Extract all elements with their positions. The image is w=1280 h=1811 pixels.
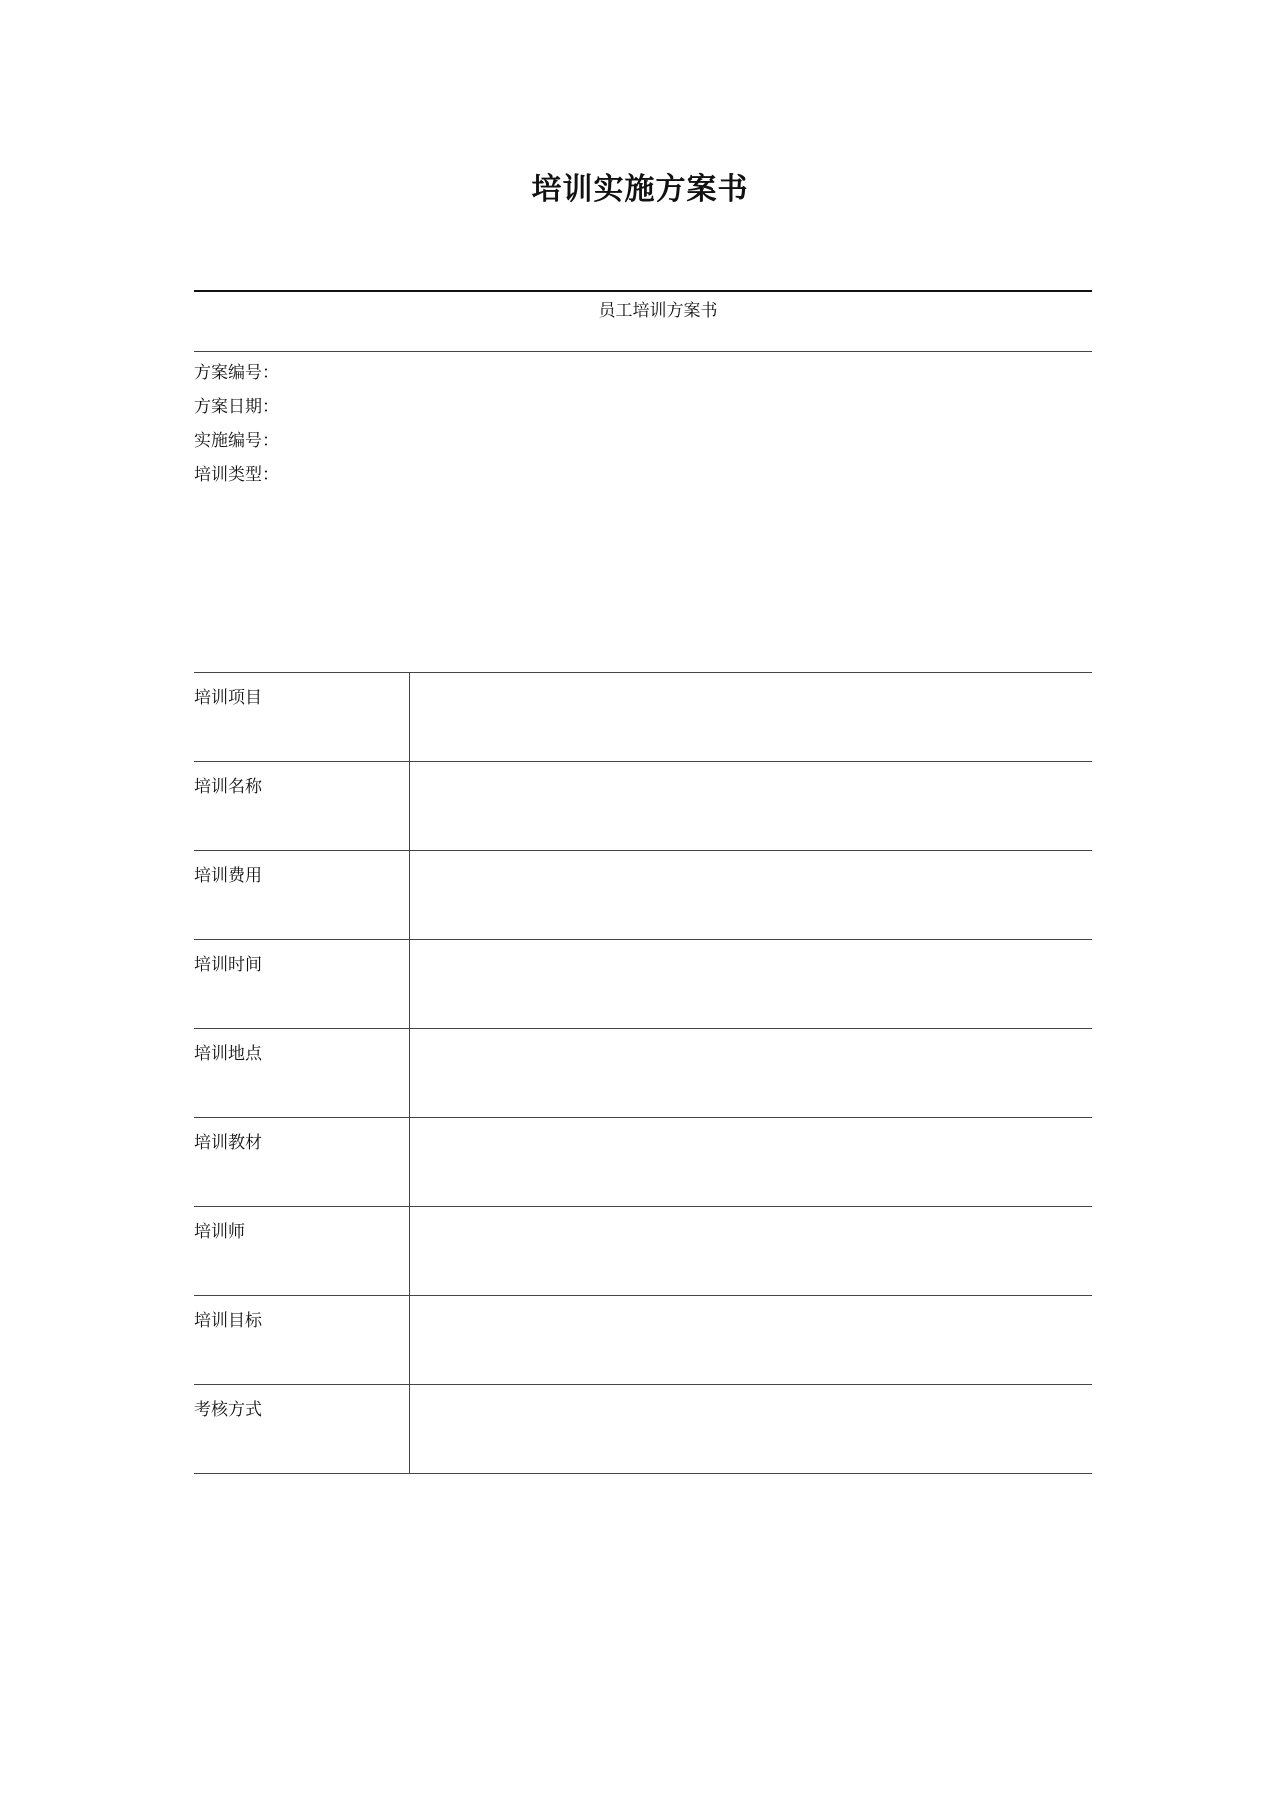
training-form-table (194, 672, 1092, 1474)
row-label-training-materials: 培训教材 (194, 1118, 409, 1207)
table-row (194, 673, 1092, 762)
row-label-training-project: 培训项目 (194, 673, 409, 762)
table-row (194, 940, 1092, 1029)
row-label-training-name: 培训名称 (194, 762, 409, 851)
table-row (194, 1118, 1092, 1207)
row-value-training-project[interactable] (409, 673, 1092, 762)
meta-field-plan-number: 方案编号： (194, 363, 279, 383)
document-subtitle: 员工培训方案书 (598, 301, 718, 321)
row-label-training-location: 培训地点 (194, 1029, 409, 1118)
row-value-training-time[interactable] (409, 940, 1092, 1029)
table-row (194, 1296, 1092, 1385)
row-value-training-goal[interactable] (409, 1296, 1092, 1385)
subtitle-band (194, 290, 1092, 352)
meta-field-implementation-number: 实施编号： (194, 431, 279, 451)
row-value-assessment-method[interactable] (409, 1385, 1092, 1474)
meta-field-plan-date: 方案日期： (194, 397, 279, 417)
row-value-training-materials[interactable] (409, 1118, 1092, 1207)
row-label-training-time: 培训时间 (194, 940, 409, 1029)
meta-field-list (194, 356, 279, 492)
row-label-trainer: 培训师 (194, 1207, 409, 1296)
row-value-training-location[interactable] (409, 1029, 1092, 1118)
row-value-training-name[interactable] (409, 762, 1092, 851)
row-value-trainer[interactable] (409, 1207, 1092, 1296)
table-row (194, 1385, 1092, 1474)
row-label-training-cost: 培训费用 (194, 851, 409, 940)
table-row (194, 1029, 1092, 1118)
table-row (194, 851, 1092, 940)
table-row (194, 1207, 1092, 1296)
document-title: 培训实施方案书 (531, 172, 749, 207)
table-row (194, 762, 1092, 851)
meta-field-training-type: 培训类型： (194, 465, 279, 485)
row-label-training-goal: 培训目标 (194, 1296, 409, 1385)
row-value-training-cost[interactable] (409, 851, 1092, 940)
row-label-assessment-method: 考核方式 (194, 1385, 409, 1474)
